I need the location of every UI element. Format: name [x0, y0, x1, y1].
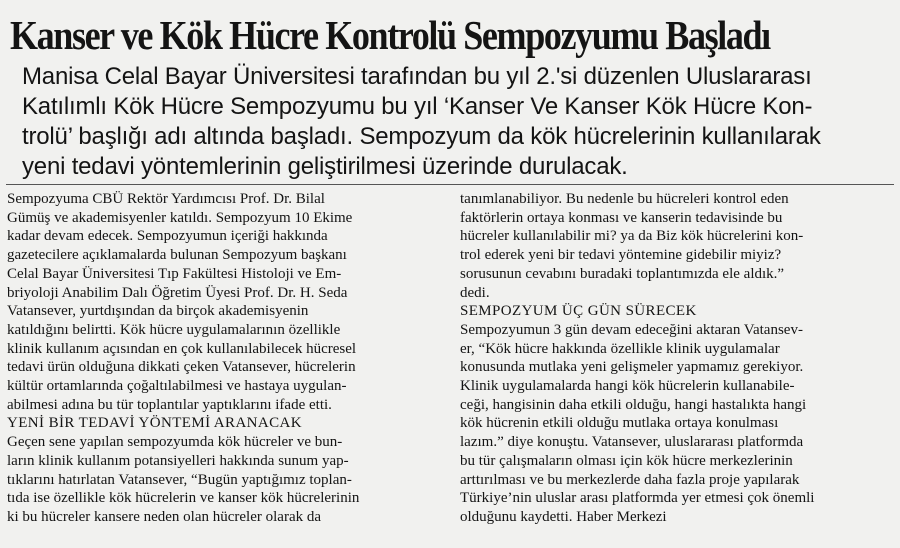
body-column-right — [460, 190, 892, 527]
body-line: tıda ise özellikle kök hücrelerin ve kanser kök hücrelerinin — [7, 490, 360, 507]
body-line: kadar devam edecek. Sempozyumun içeriği hakkında — [7, 228, 328, 245]
body-line: katıldığını belirtti. Kök hücre uygulamalarının özellikle — [7, 321, 341, 338]
lead-line: trolü’ başlığı adı altında başladı. Sempozyum da kök hücrelerinin kullanılarak — [22, 123, 821, 150]
body-line: Celal Bayar Üniversitesi Tıp Fakültesi Histoloji ve Em- — [7, 265, 342, 282]
body-line: bu tür çalışmaların olması için kök hücre merkezlerinin — [460, 452, 793, 469]
body-line: Geçen sene yapılan sempozyumda kök hücreler ve bun- — [7, 434, 343, 451]
body-line: tıklarını hatırlatan Vatansever, “Bugün yaptığımız toplan- — [7, 471, 352, 488]
section-divider — [6, 184, 894, 185]
body-line: ceği, hangisinin daha etkili olduğu, hangi hastalıkta hangi — [460, 396, 807, 413]
body-line: briyoloji Anabilim Dalı Öğretim Üyesi Prof. Dr. H. Seda — [7, 284, 348, 301]
subheading-new-method: YENİ BİR TEDAVİ YÖNTEMİ ARANACAK — [7, 415, 303, 432]
article-lead — [22, 62, 882, 182]
lead-line: Katılımlı Kök Hücre Sempozyumu bu yıl ‘Kanser Ve Kanser Kök Hücre Kon- — [22, 93, 813, 120]
subheading-three-days: SEMPOZYUM ÜÇ GÜN SÜRECEK — [460, 303, 697, 320]
body-line: dedi. — [460, 284, 490, 301]
body-line: gazetecilere açıklamalarda bulunan Sempozyum başkanı — [7, 247, 347, 264]
body-line: kültür ortamlarında çoğaltılabilmesi ve hastaya uygulan- — [7, 378, 347, 395]
lead-line: Manisa Celal Bayar Üniversitesi tarafından bu yıl 2.'si düzenlen Uluslararası — [22, 63, 812, 90]
body-line: hücreler kullanılabilir mi? ya da Biz kök hücrelerini kon- — [460, 228, 804, 245]
body-line: trol ederek yeni bir tedavi yöntemine gidebilir miyiz? — [460, 247, 782, 264]
body-line: abilmesi adına bu tür toplantılar yaptıklarını ifade etti. — [7, 396, 332, 413]
body-line: Klinik uygulamalarda hangi kök hücrelerin kullanabile- — [460, 378, 795, 395]
body-line: Vatansever, yurtdışından da birçok akademisyenin — [7, 303, 309, 320]
byline: olduğunu kaydetti. Haber Merkezi — [460, 508, 667, 525]
body-line: ların klinik kullanım potansiyelleri hakkında sunum yap- — [7, 452, 349, 469]
body-line: konusunda mutlaka yeni gelişmeler yapmamız gerekiyor. — [460, 359, 804, 376]
body-line: faktörlerin ortaya konması ve kanserin tedavisinde bu — [460, 209, 783, 226]
body-line: Türkiye’nin uluslar arası platformda yer etmesi çok önemli — [460, 490, 815, 507]
article-headline: Kanser ve Kök Hücre Kontrolü Sempozyumu Başladı — [10, 12, 770, 58]
body-line: klinik kullanım açısından en çok kullanılabilecek hücresel — [7, 340, 357, 357]
body-line: Gümüş ve akademisyenler katıldı. Sempozyum 10 Ekime — [7, 209, 353, 226]
body-line: lazım.” diye konuştu. Vatansever, uluslararası platformda — [460, 434, 804, 451]
body-line: kök hücrenin etkili olduğu mutlaka ortaya konulması — [460, 415, 779, 432]
body-line: ki bu hücreler kansere neden olan hücreler olarak da — [7, 508, 322, 525]
body-line: Sempozyumun 3 gün devam edeceğini aktaran Vatansev- — [460, 321, 803, 338]
body-line: Sempozyuma CBÜ Rektör Yardımcısı Prof. Dr. Bilal — [7, 191, 325, 207]
body-line: sorusunun cevabını buradaki toplantımızda ele aldık.” — [460, 265, 785, 282]
body-column-left — [7, 190, 447, 527]
body-line: er, “Kök hücre hakkında özellikle klinik uygulamalar — [460, 340, 780, 357]
body-line: arttırılması ve bu merkezlerde daha fazla proje yapılarak — [460, 471, 800, 488]
body-line: tedavi ürün olduğuna dikkati çeken Vatansever, hücrelerin — [7, 359, 356, 376]
lead-line: yeni tedavi yöntemlerinin geliştirilmesi üzerinde durulacak. — [22, 153, 628, 180]
body-line: tanımlanabiliyor. Bu nedenle bu hücreleri kontrol eden — [460, 191, 789, 207]
